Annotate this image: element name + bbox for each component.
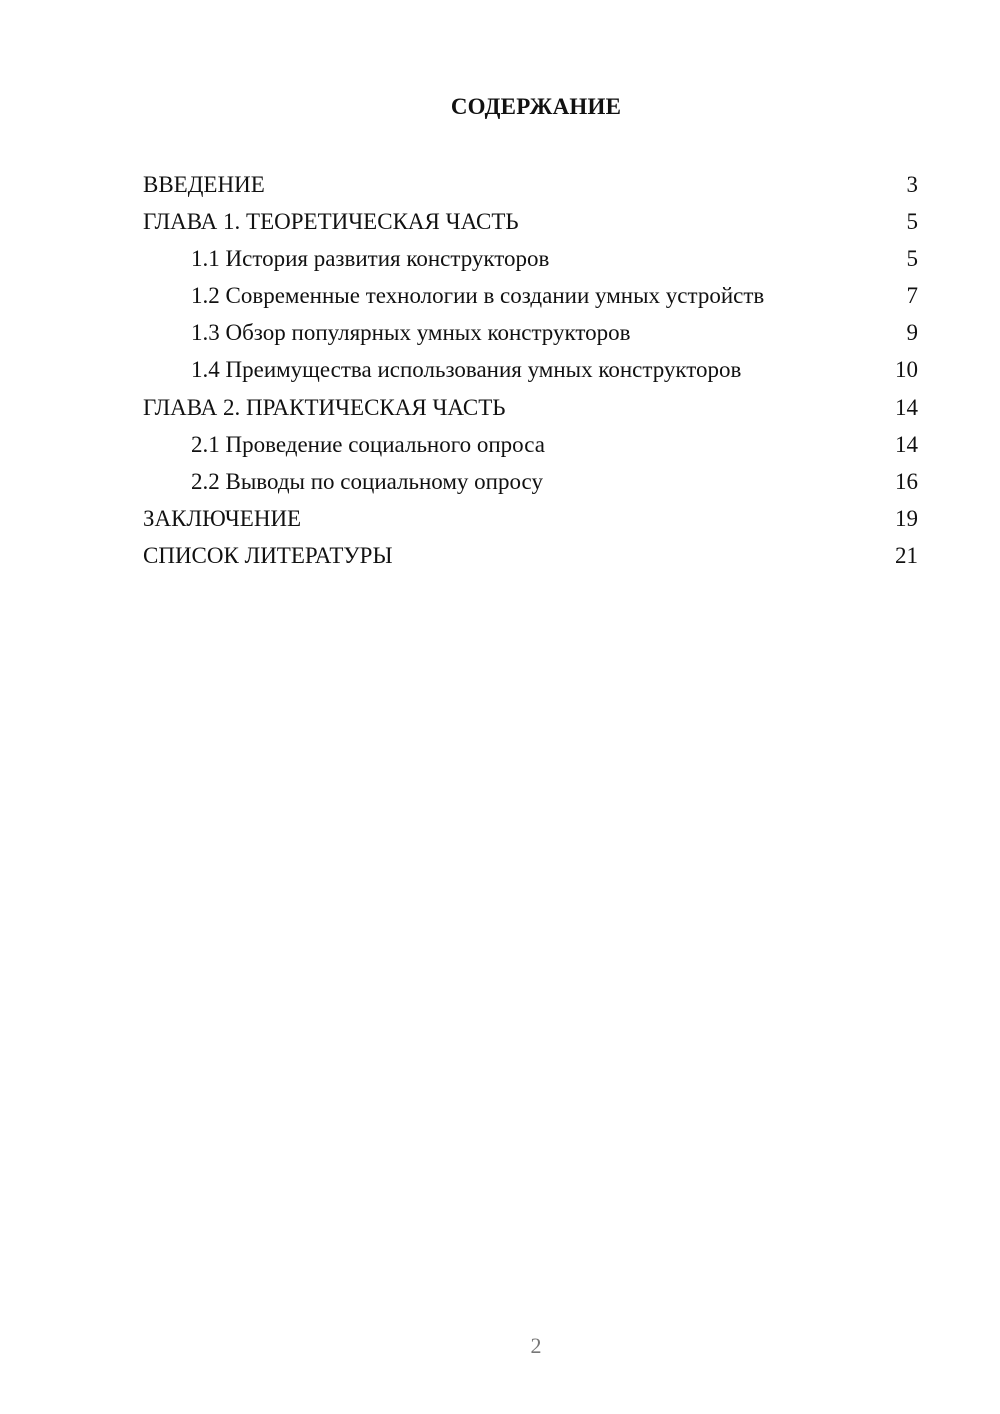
table-of-contents bbox=[143, 166, 918, 574]
toc-entry-label: СПИСОК ЛИТЕРАТУРЫ bbox=[143, 542, 393, 568]
toc-subentry[interactable] bbox=[143, 314, 918, 351]
toc-entry-page: 9 bbox=[906, 320, 918, 346]
toc-entry-page: 5 bbox=[906, 246, 918, 272]
toc-entry[interactable] bbox=[143, 389, 918, 426]
toc-entry-page: 16 bbox=[895, 468, 918, 494]
toc-entry-page: 3 bbox=[906, 172, 918, 197]
toc-entry[interactable] bbox=[143, 166, 918, 203]
toc-heading: СОДЕРЖАНИЕ bbox=[450, 94, 622, 119]
toc-entry-label: 2.1 Проведение социального опроса bbox=[191, 431, 545, 457]
toc-entry-page: 14 bbox=[895, 431, 918, 457]
toc-entry[interactable] bbox=[143, 500, 918, 537]
toc-entry-label: ВВЕДЕНИЕ bbox=[143, 172, 265, 197]
toc-entry-label: ГЛАВА 1. ТЕОРЕТИЧЕСКАЯ ЧАСТЬ bbox=[143, 209, 519, 235]
toc-subentry[interactable] bbox=[143, 426, 918, 463]
page-number: 2 bbox=[530, 1333, 542, 1358]
toc-entry-page: 10 bbox=[895, 357, 918, 383]
toc-entry[interactable] bbox=[143, 203, 918, 240]
toc-entry-label: ГЛАВА 2. ПРАКТИЧЕСКАЯ ЧАСТЬ bbox=[143, 394, 506, 420]
toc-entry[interactable] bbox=[143, 537, 918, 574]
toc-entry-label: 1.3 Обзор популярных умных конструкторов bbox=[191, 320, 631, 346]
toc-entry-label: 1.2 Современные технологии в создании умных устройств bbox=[191, 283, 765, 309]
toc-entry-page: 7 bbox=[906, 283, 918, 309]
toc-entry-label: 1.4 Преимущества использования умных конструкторов bbox=[191, 357, 742, 383]
toc-entry-label: ЗАКЛЮЧЕНИЕ bbox=[143, 505, 302, 531]
toc-entry-page: 5 bbox=[906, 209, 918, 235]
toc-entry-page: 19 bbox=[895, 505, 918, 531]
toc-entry-page: 14 bbox=[895, 394, 918, 420]
toc-subentry[interactable] bbox=[143, 277, 918, 314]
toc-subentry[interactable] bbox=[143, 463, 918, 500]
toc-entry-label: 2.2 Выводы по социальному опросу bbox=[191, 468, 543, 494]
toc-entry-label: 1.1 История развития конструкторов bbox=[191, 246, 550, 272]
toc-entry-page: 21 bbox=[895, 542, 918, 568]
toc-subentry[interactable] bbox=[143, 240, 918, 277]
toc-subentry[interactable] bbox=[143, 351, 918, 388]
